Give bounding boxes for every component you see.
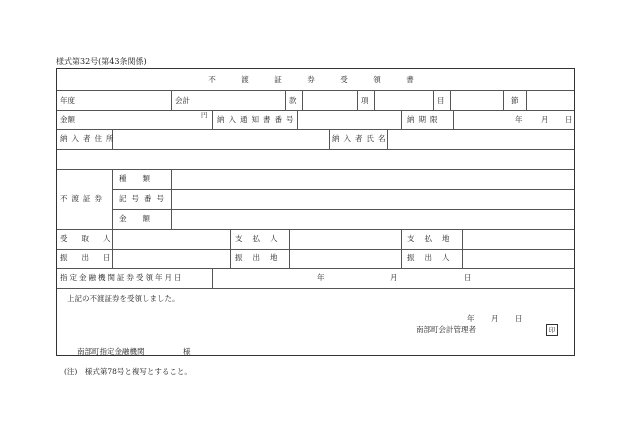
form-number: 様式第32号(第43条関係)	[56, 57, 147, 66]
label-received-date: 指定金融機関証券受領年月日	[60, 273, 184, 282]
form-title: 不 渡 証 券 受 領 書	[208, 75, 423, 84]
footer-month: 月	[491, 314, 499, 323]
rule-issue	[57, 268, 574, 269]
rule-blank	[57, 169, 574, 170]
rule-row3	[57, 149, 574, 150]
deadline-day: 日	[565, 115, 573, 124]
label-deadline: 納期限	[407, 115, 442, 124]
v-ri-b	[230, 229, 231, 268]
v-r1-h	[503, 90, 504, 110]
v-r1-f	[433, 90, 434, 110]
v-ri-c	[289, 229, 290, 268]
receipt-statement: 上記の不渡証券を受領しました。	[67, 294, 180, 303]
v-sec-a	[112, 169, 113, 229]
footer-day: 日	[515, 314, 523, 323]
label-recipient: 受取人	[60, 234, 125, 243]
label-issue-place: 振出地	[235, 253, 288, 262]
v-rd-a	[212, 268, 213, 288]
footer-year: 年	[467, 314, 475, 323]
rule-row2	[57, 129, 574, 130]
designated-bank: 南部町指定金融機関	[77, 347, 145, 356]
v-r1-a	[171, 90, 172, 110]
label-issue-date: 振出日	[60, 253, 125, 262]
rule-code	[112, 209, 574, 210]
label-nendo: 年度	[60, 96, 75, 105]
v-r2-d	[453, 110, 454, 129]
received-month: 月	[390, 273, 398, 282]
label-pay-place: 支払地	[407, 234, 460, 243]
label-kind: 種類	[119, 174, 166, 183]
label-moku: 目	[437, 96, 445, 105]
rule-title	[57, 90, 574, 91]
label-drawer: 振出人	[407, 253, 460, 262]
label-payer-address: 納入者住所	[60, 134, 118, 143]
rule-kind	[112, 189, 574, 190]
received-year: 年	[317, 273, 325, 282]
v-r1-g	[450, 90, 451, 110]
received-day: 日	[464, 273, 472, 282]
label-payer: 支払人	[235, 234, 288, 243]
honorific-sama: 様	[183, 347, 191, 356]
v-ri-d	[401, 229, 402, 268]
label-setsu: 節	[511, 96, 519, 105]
label-code-number: 記号番号	[119, 194, 169, 203]
v-r1-b	[285, 90, 286, 110]
label-payer-name: 納入者氏名	[332, 134, 390, 143]
v-r2-c	[401, 110, 402, 129]
rule-recipient	[57, 249, 574, 250]
label-kingaku: 金額	[60, 115, 75, 124]
v-r1-d	[357, 90, 358, 110]
label-kan: 款	[289, 96, 297, 105]
rule-row1	[57, 110, 574, 111]
v-r2-a	[212, 110, 213, 129]
v-sec-b	[171, 169, 172, 229]
form-note: (注) 様式第78号と複写とすること。	[64, 367, 192, 376]
deadline-year: 年	[515, 115, 523, 124]
label-dishonored-securities: 不渡証券	[60, 194, 106, 203]
label-kou: 項	[361, 96, 369, 105]
label-notice-number: 納入通知書番号	[217, 115, 298, 124]
v-r1-e	[374, 90, 375, 110]
label-amount: 金額	[119, 214, 166, 223]
rule-amount	[57, 229, 574, 230]
seal-mark: 印	[546, 324, 558, 336]
v-r3-b	[329, 129, 330, 149]
v-ri-e	[462, 229, 463, 268]
v-r1-i	[526, 90, 527, 110]
rule-received-date	[57, 288, 574, 289]
accounting-manager: 南部町会計管理者	[416, 325, 476, 334]
deadline-month: 月	[541, 115, 549, 124]
label-kaikei: 会計	[175, 96, 190, 105]
v-r1-c	[302, 90, 303, 110]
label-yen: 円	[201, 111, 208, 119]
receipt-form	[56, 68, 575, 356]
